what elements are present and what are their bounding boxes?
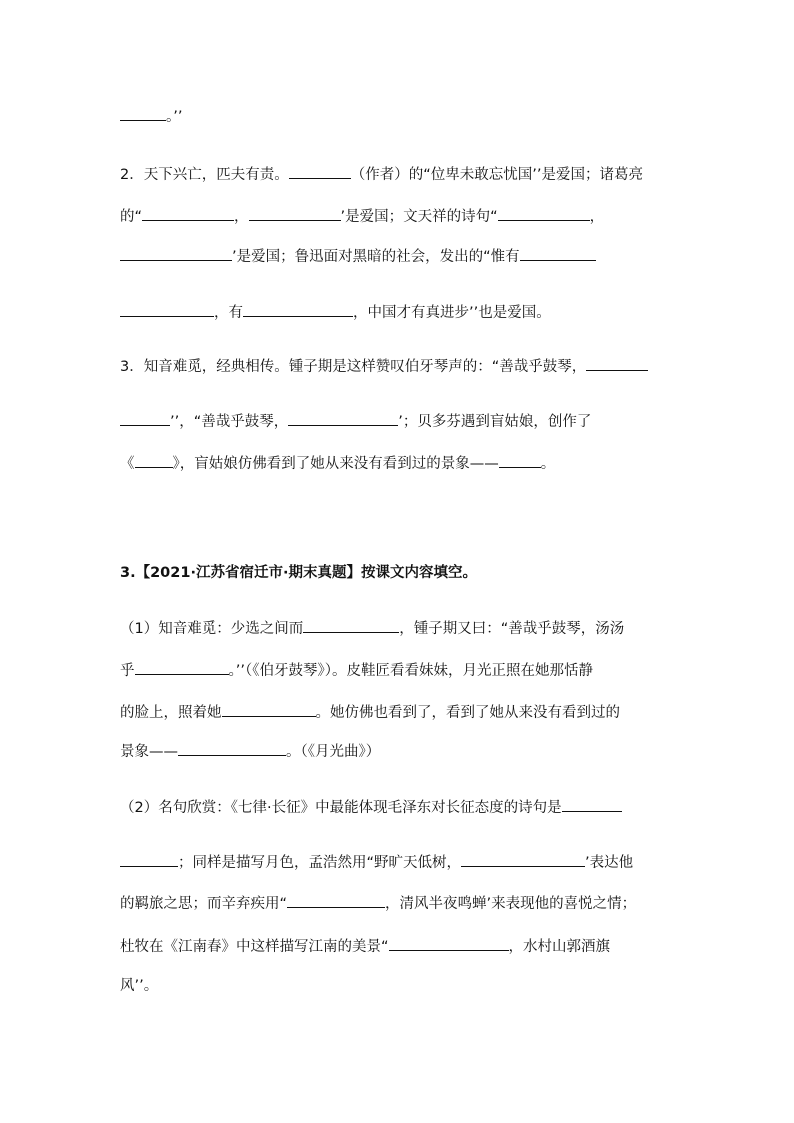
q3b-p1-line-2: 乎 。’’（《伯牙鼓琴》）。皮鞋匠看看妹妹，月光正照在她那恬静 xyxy=(120,660,593,681)
answer-blank[interactable] xyxy=(120,411,170,426)
answer-blank[interactable] xyxy=(135,660,229,675)
q3b-title: 3.【2021·江苏省宿迁市·期末真题】按课文内容填空。 xyxy=(120,565,477,581)
q2-line-1: 2．天下兴亡，匹夫有责。 （作者）的“位卑未敢忘忧国’’是爱国；诸葛亮 xyxy=(120,164,643,185)
answer-blank[interactable] xyxy=(222,702,316,717)
answer-blank[interactable] xyxy=(303,618,399,633)
answer-blank[interactable] xyxy=(249,206,341,221)
answer-blank[interactable] xyxy=(142,206,234,221)
answer-blank[interactable] xyxy=(120,246,232,261)
answer-blank[interactable] xyxy=(288,411,398,426)
q2-line-4: ，有 ，中国才有真进步’’也是爱国。 xyxy=(120,302,551,323)
answer-blank[interactable] xyxy=(461,852,585,867)
answer-blank[interactable] xyxy=(389,936,509,951)
q3b-p2-line-4: 杜牧在《江南春》中这样描写江南的美景“ ，水村山郭酒旗 xyxy=(120,936,610,957)
answer-blank[interactable] xyxy=(498,206,590,221)
answer-blank[interactable] xyxy=(120,302,214,317)
answer-blank[interactable] xyxy=(135,453,173,468)
q3b-p2-line-2: ；同样是描写月色，孟浩然用“野旷天低树， ’表达他 xyxy=(120,852,633,873)
answer-blank[interactable] xyxy=(562,797,622,812)
q3b-p1-line-3: 的脸上，照着她 。她仿佛也看到了，看到了她从来没有看到过的 xyxy=(120,702,620,723)
q3b-p2-line-5: 风’’。 xyxy=(120,978,159,994)
answer-blank[interactable] xyxy=(289,164,351,179)
q3b-p1-line-4: 景象—— 。（《月光曲》） xyxy=(120,741,380,762)
answer-blank[interactable] xyxy=(586,356,648,371)
answer-blank[interactable] xyxy=(520,246,596,261)
answer-blank[interactable] xyxy=(287,893,385,908)
q2-line-2: 的“ ， ’是爱国；文天祥的诗句“ ， xyxy=(120,206,604,227)
q3a-line-2: ’’，“善哉乎鼓琴， ’；贝多芬遇到盲姑娘，创作了 xyxy=(120,411,591,432)
q3a-line-1: 3．知音难觅，经典相传。锺子期是这样赞叹伯牙琴声的：“善哉乎鼓琴， xyxy=(120,356,648,377)
answer-blank[interactable] xyxy=(120,106,166,121)
answer-blank[interactable] xyxy=(178,741,286,756)
q3a-line-3: 《 》，盲姑娘仿佛看到了她从来没有看到过的景象—— 。 xyxy=(120,453,555,474)
prev-answer-line: 。’’ xyxy=(120,106,182,127)
answer-blank[interactable] xyxy=(499,453,541,468)
q2-line-3: ’是爱国；鲁迅面对黑暗的社会，发出的“惟有 xyxy=(120,246,596,267)
q3b-p2-line-1: （2）名句欣赏：《七律·长征》中最能体现毛泽东对长征态度的诗句是 xyxy=(120,797,622,818)
answer-blank[interactable] xyxy=(120,852,178,867)
answer-blank[interactable] xyxy=(243,302,353,317)
q3b-p1-line-1: （1）知音难觅：少选之间而 ，锺子期又曰：“善哉乎鼓琴，汤汤 xyxy=(120,618,624,639)
q3b-p2-line-3: 的羁旅之思；而辛弃疾用“ ，清风半夜鸣蝉’来表现他的喜悦之情； xyxy=(120,893,636,914)
